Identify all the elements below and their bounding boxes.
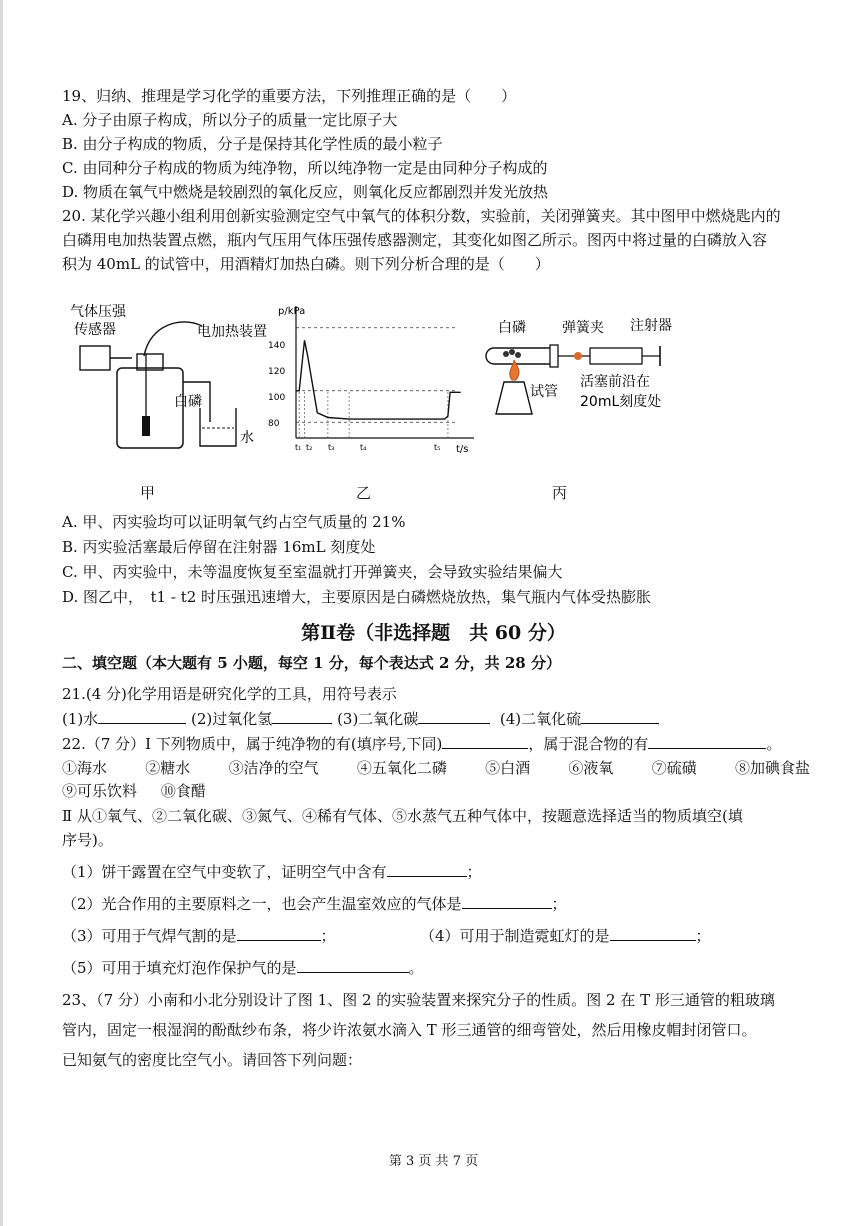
q23-line1: 23、（7 分）小南和小北分别设计了图 1、图 2 的实验装置来探究分子的性质。图 2 在 T 形三通管的粗玻璃 xyxy=(62,991,775,1009)
page-footer: 第 3 页 共 7 页 xyxy=(388,1154,479,1169)
q22-sub-5-text: （5）可用于填充灯泡作保护气的是 xyxy=(62,959,297,977)
q20-option-a: A. 甲、丙实验均可以证明氧气约占空气质量的 21% xyxy=(62,513,406,531)
ytick-80: 80 xyxy=(268,419,280,429)
q22-sub-4-text: （4）可用于制造霓虹灯的是 xyxy=(420,927,610,945)
q22-stem-c: 。 xyxy=(766,735,782,753)
q22-sub-5-blank[interactable] xyxy=(297,958,409,973)
q22-part2-line1: Ⅱ 从①氧气、②二氧化碳、③氮气、④稀有气体、⑤水蒸气五种气体中，按题意选择适当的物质填空(填 xyxy=(62,807,743,825)
spring-clamp xyxy=(574,352,582,360)
q22-sub-3-text: （3）可用于气焊气割的是 xyxy=(62,927,237,945)
pressure-sensor-box xyxy=(80,346,110,370)
q20-stem-line1: 20. 某化学兴趣小组利用创新实验测定空气中氧气的体积分数，实验前，关闭弹簧夹。其中图甲中燃烧匙内的 xyxy=(62,207,781,225)
pressure-time-chart xyxy=(266,300,482,462)
heater-wire xyxy=(144,322,202,356)
q22-sub-1-blank[interactable] xyxy=(387,862,467,877)
xtick-t3: t₃ xyxy=(328,443,335,452)
xtick-t1: t₁ xyxy=(295,443,302,452)
q21-blank-1[interactable] xyxy=(98,709,186,724)
ytick-100: 100 xyxy=(268,393,286,403)
q22-sub-2-blank[interactable] xyxy=(462,894,552,909)
q22-option: ⑤白酒 xyxy=(485,759,531,777)
q22-sub-5 xyxy=(62,958,424,978)
q21-blank-3[interactable] xyxy=(418,709,490,724)
q22-blank-pure[interactable] xyxy=(442,734,528,749)
q20-stem-line2: 白磷用电加热装置点燃，瓶内气压用气体压强传感器测定，其变化如图乙所示。图丙中将过量的白磷放入容 xyxy=(62,231,768,249)
bing-label-tube: 试管 xyxy=(530,384,558,400)
q22-option: ⑦硫磺 xyxy=(651,759,697,777)
q21-item-3: (3)二氧化碳 xyxy=(337,710,419,728)
figure-jia xyxy=(62,296,272,466)
q22-sub-1-semi: ； xyxy=(466,863,482,881)
q22-option: ③洁净的空气 xyxy=(228,759,319,777)
q21-items xyxy=(62,709,659,729)
bing-label-piston-1: 活塞前沿在 xyxy=(580,374,650,390)
q20-option-c: C. 甲、丙实验中，未等温度恢复至室温就打开弹簧夹，会导致实验结果偏大 xyxy=(62,563,563,581)
q22-stem xyxy=(62,734,781,754)
beaker xyxy=(200,408,236,446)
q22-sub-2 xyxy=(62,894,567,914)
xtick-t4: t₄ xyxy=(360,443,367,452)
bing-label-syringe: 注射器 xyxy=(630,318,672,334)
q22-stem-b: ，属于混合物的有 xyxy=(528,735,649,753)
q22-options-row1 xyxy=(62,758,810,778)
jia-label-sensor-2: 传感器 xyxy=(74,322,116,338)
q20-stem-line3: 积为 40mL 的试管中，用酒精灯加热白磷。则下列分析合理的是（ ） xyxy=(62,255,550,273)
q22-sub-3-blank[interactable] xyxy=(237,926,321,941)
ytick-120: 120 xyxy=(268,367,286,377)
white-phosphorus-1 xyxy=(503,351,509,357)
bing-label-bailin: 白磷 xyxy=(498,320,526,336)
flame-icon xyxy=(510,360,519,380)
xtick-t2: t₂ xyxy=(306,443,313,452)
q22-sub-1-text: （1）饼干露置在空气中变软了，证明空气中含有 xyxy=(62,863,387,881)
q22-stem-a: 22.（7 分）Ⅰ 下列物质中，属于纯净物的有(填序号,下同) xyxy=(62,735,443,753)
caption-yi: 乙 xyxy=(356,484,372,502)
q21-blank-4[interactable] xyxy=(581,709,659,724)
q20-option-d: D. 图乙中， t1 - t2 时压强迅速增大，主要原因是白磷燃烧放热，集气瓶内气体受热膨胀 xyxy=(62,588,652,606)
pressure-series-line xyxy=(296,340,461,419)
white-phosphorus-3 xyxy=(515,352,521,358)
caption-jia: 甲 xyxy=(140,484,156,502)
q22-sub-5-period: 。 xyxy=(408,959,424,977)
q22-sub-1 xyxy=(62,862,482,882)
jia-label-heater: 电加热装置 xyxy=(197,324,267,340)
section2-heading: 二、填空题（本大题有 5 小题，每空 1 分，每个表达式 2 分，共 28 分） xyxy=(62,654,561,672)
q21-item-1: (1)水 xyxy=(62,710,99,728)
jia-label-sensor-1: 气体压强 xyxy=(70,304,126,320)
white-phosphorus-2 xyxy=(509,349,515,355)
bing-label-piston-2: 20mL刻度处 xyxy=(580,394,662,410)
q22-sub-2-semi: ； xyxy=(551,895,567,913)
alcohol-lamp xyxy=(496,382,532,414)
q22-option: ①海水 xyxy=(62,759,108,777)
q22-option: ⑩食醋 xyxy=(160,782,206,800)
q22-sub-2-text: （2）光合作用的主要原料之一，也会产生温室效应的气体是 xyxy=(62,895,462,913)
jia-label-water: 水 xyxy=(240,430,254,446)
combustion-spoon xyxy=(142,416,150,436)
q23-line3: 已知氨气的密度比空气小。请回答下列问题： xyxy=(62,1051,363,1069)
q19-option-a: A. 分子由原子构成，所以分子的质量一定比原子大 xyxy=(62,111,398,129)
q19-option-d: D. 物质在氧气中燃烧是较剧烈的氧化反应，则氧化反应都剧烈并发光放热 xyxy=(62,183,549,201)
q20-option-b: B. 丙实验活塞最后停留在注射器 16mL 刻度处 xyxy=(62,538,376,556)
q22-blank-mixture[interactable] xyxy=(648,734,766,749)
caption-bing: 丙 xyxy=(552,484,568,502)
q22-sub-3-semi: ； xyxy=(320,927,336,945)
tube-stopper xyxy=(550,345,558,367)
jia-label-bailin: 白磷 xyxy=(174,394,202,410)
q21-item-4: (4)二氧化硫 xyxy=(499,710,582,728)
q22-sub-3 xyxy=(62,926,336,946)
page-edge-line xyxy=(0,0,3,1226)
q19-stem: 19、归纳、推理是学习化学的重要方法，下列推理正确的是（ ） xyxy=(62,87,517,105)
q22-options-row2 xyxy=(62,781,206,801)
q21-item-2: (2)过氧化氢 xyxy=(191,710,273,728)
bing-label-clamp: 弹簧夹 xyxy=(562,320,604,336)
q23-line2: 管内，固定一根湿润的酚酞纱布条，将少许浓氨水滴入 T 形三通管的细弯管处，然后用橡皮帽封闭管口。 xyxy=(62,1021,757,1039)
q22-option: ⑧加碘食盐 xyxy=(734,759,810,777)
chart-ylabel: p/kPa xyxy=(278,306,306,317)
section2-title: 第Ⅱ卷（非选择题 共 60 分） xyxy=(301,622,566,644)
xtick-t5: t₅ xyxy=(434,443,441,452)
q22-sub-4-semi: ； xyxy=(695,927,711,945)
q22-sub-4-blank[interactable] xyxy=(610,926,696,941)
q22-option: ④五氧化二磷 xyxy=(356,759,447,777)
q22-option: ②糖水 xyxy=(145,759,191,777)
q21-blank-2[interactable] xyxy=(272,709,332,724)
q21-stem: 21.(4 分)化学用语是研究化学的工具，用符号表示 xyxy=(62,685,397,703)
q19-option-c: C. 由同种分子构成的物质为纯净物，所以纯净物一定是由同种分子构成的 xyxy=(62,159,548,177)
q22-option: ⑨可乐饮料 xyxy=(62,782,138,800)
syringe-barrel xyxy=(590,348,642,364)
figure-bing xyxy=(484,314,684,444)
q19-option-b: B. 由分子构成的物质，分子是保持其化学性质的最小粒子 xyxy=(62,135,443,153)
q22-part2-line2: 序号)。 xyxy=(62,831,113,849)
q22-option: ⑥液氧 xyxy=(568,759,614,777)
chart-xlabel: t/s xyxy=(456,444,469,455)
q22-sub-4 xyxy=(420,926,711,946)
ytick-140: 140 xyxy=(268,341,286,351)
